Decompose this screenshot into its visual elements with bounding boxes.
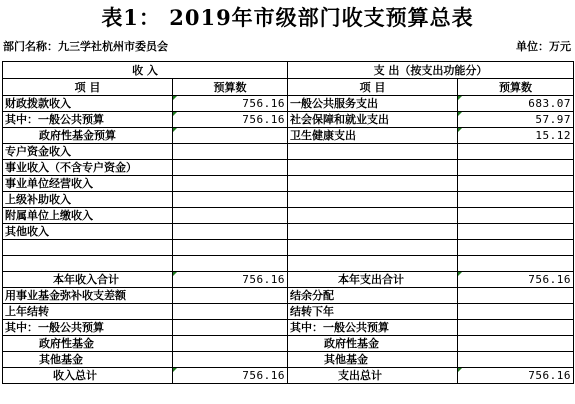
table-row [3, 256, 574, 272]
expense-item: 其中：一般公共预算 [288, 320, 458, 336]
income-value [173, 320, 288, 336]
income-item: 政府性基金 [3, 336, 173, 352]
expense-value: 683.07 [458, 96, 574, 112]
income-item: 上级补助收入 [3, 192, 173, 208]
expense-value [458, 160, 574, 176]
expense-item [288, 144, 458, 160]
table-row [3, 304, 574, 320]
expense-value [458, 304, 574, 320]
expense-value [458, 176, 574, 192]
expense-item: 支出总计 [288, 368, 458, 384]
expense-value [458, 352, 574, 368]
table-row [3, 176, 574, 192]
column-header-row [3, 79, 574, 96]
income-value [173, 240, 288, 256]
income-item: 上年结转 [3, 304, 173, 320]
income-item: 专户资金收入 [3, 144, 173, 160]
table-row [3, 240, 574, 256]
income-section-header: 收 入 [3, 62, 288, 79]
income-value [173, 256, 288, 272]
income-item: 其中：一般公共预算 [3, 112, 173, 128]
department-name: 部门名称：九三学社杭州市委员会 [3, 40, 168, 53]
table-row [3, 208, 574, 224]
income-value: 756.16 [173, 368, 288, 384]
income-item: 其他基金 [3, 352, 173, 368]
expense-item: 其他基金 [288, 352, 458, 368]
expense-section-header: 支 出（按支出功能分） [288, 62, 574, 79]
table-row [3, 144, 574, 160]
income-item: 其他收入 [3, 224, 173, 240]
expense-item: 社会保障和就业支出 [288, 112, 458, 128]
expense-value [458, 256, 574, 272]
expense-value: 15.12 [458, 128, 574, 144]
expense-item [288, 256, 458, 272]
expense-item: 卫生健康支出 [288, 128, 458, 144]
expense-value [458, 192, 574, 208]
income-item: 附属单位上缴收入 [3, 208, 173, 224]
income-item: 事业收入（不含专户资金） [3, 160, 173, 176]
expense-value [458, 240, 574, 256]
expense-value [458, 336, 574, 352]
section-header-row [3, 62, 574, 79]
expense-value [458, 224, 574, 240]
table-row [3, 320, 574, 336]
table-row [3, 352, 574, 368]
table-row-total [3, 368, 574, 384]
income-item: 财政拨款收入 [3, 96, 173, 112]
income-item: 政府性基金预算 [3, 128, 173, 144]
income-budget-header: 预算数 [173, 79, 288, 96]
expense-value: 756.16 [458, 368, 574, 384]
table-row [3, 336, 574, 352]
expense-item: 结余分配 [288, 288, 458, 304]
income-value [173, 192, 288, 208]
expense-item [288, 192, 458, 208]
income-value [173, 128, 288, 144]
income-item: 其中：一般公共预算 [3, 320, 173, 336]
table-row [3, 192, 574, 208]
expense-value [458, 288, 574, 304]
expense-item [288, 160, 458, 176]
expense-item: 结转下年 [288, 304, 458, 320]
income-value: 756.16 [173, 112, 288, 128]
expense-budget-header: 预算数 [458, 79, 574, 96]
expense-value: 756.16 [458, 272, 574, 288]
income-value: 756.16 [173, 96, 288, 112]
table-row [3, 224, 574, 240]
expense-item [288, 176, 458, 192]
table-row [3, 160, 574, 176]
page-title: 表1： 2019年市级部门收支预算总表 [101, 5, 474, 30]
expense-value [458, 320, 574, 336]
meta-line [3, 40, 571, 54]
income-item: 本年收入合计 [3, 272, 173, 288]
budget-table [2, 61, 574, 384]
table-row [3, 128, 574, 144]
expense-item: 一般公共服务支出 [288, 96, 458, 112]
expense-item-header: 项 目 [288, 79, 458, 96]
income-value [173, 352, 288, 368]
income-item: 收入总计 [3, 368, 173, 384]
expense-item [288, 208, 458, 224]
income-value [173, 224, 288, 240]
income-value [173, 176, 288, 192]
income-value [173, 304, 288, 320]
expense-item: 政府性基金 [288, 336, 458, 352]
income-value: 756.16 [173, 272, 288, 288]
expense-item [288, 240, 458, 256]
table-row [3, 288, 574, 304]
income-value [173, 336, 288, 352]
income-value [173, 160, 288, 176]
table-row-subtotal [3, 272, 574, 288]
table-row [3, 96, 574, 112]
expense-value [458, 208, 574, 224]
expense-item: 本年支出合计 [288, 272, 458, 288]
income-value [173, 288, 288, 304]
income-value [173, 144, 288, 160]
expense-value: 57.97 [458, 112, 574, 128]
income-item [3, 240, 173, 256]
income-item: 事业单位经营收入 [3, 176, 173, 192]
expense-value [458, 144, 574, 160]
unit-label: 单位：万元 [516, 40, 571, 53]
table-row [3, 112, 574, 128]
income-item [3, 256, 173, 272]
expense-item [288, 224, 458, 240]
income-value [173, 208, 288, 224]
income-item: 用事业基金弥补收支差额 [3, 288, 173, 304]
income-item-header: 项 目 [3, 79, 173, 96]
